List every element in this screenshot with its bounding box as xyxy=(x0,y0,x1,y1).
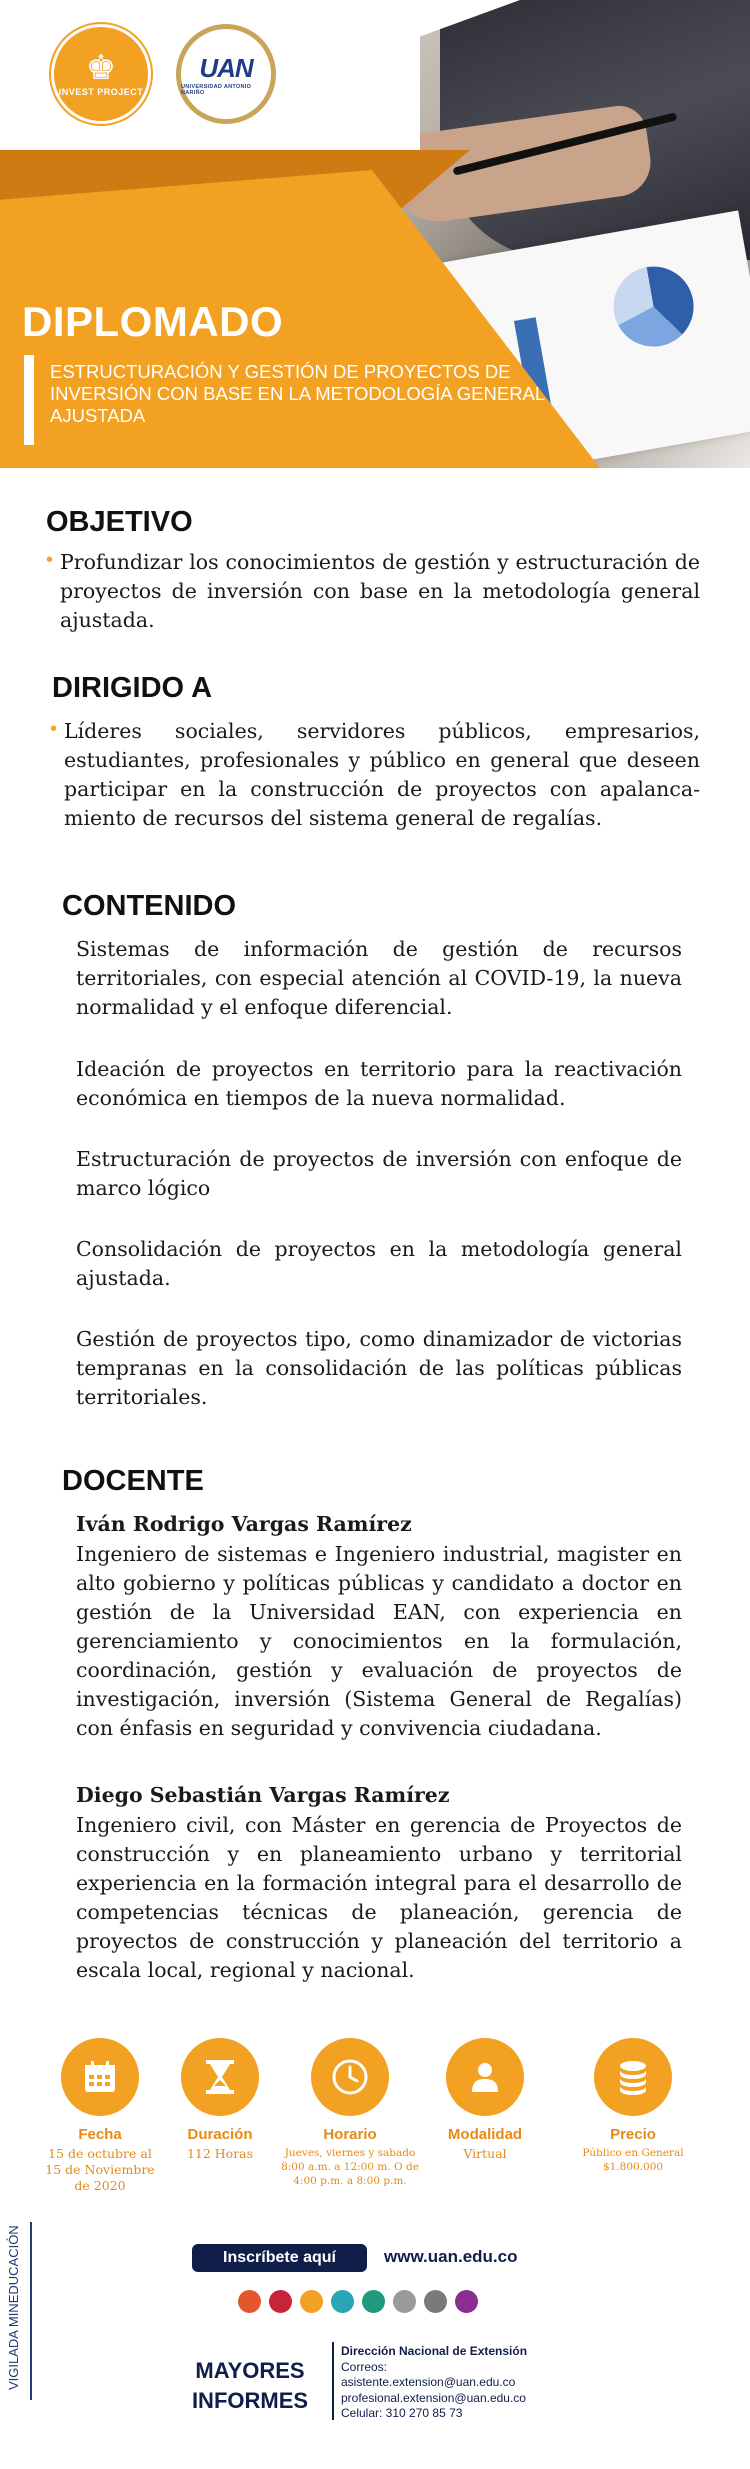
chess-king-icon: ♚ xyxy=(85,49,117,87)
contenido-item: Ideación de proyectos en territorio para la reactivación económica en tiempos de la nueva normalidad. xyxy=(76,1057,682,1110)
vigilada-divider xyxy=(30,2222,32,2400)
logo-uan-text: UAN xyxy=(199,52,253,83)
hero-subtitle: ESTRUCTURACIÓN Y GESTIÓN DE PROYECTOS DE INVERSIÓN CON BASE EN LA METODOLOGÍA GENERAL AJUSTADA xyxy=(50,361,545,426)
contact-block xyxy=(341,2344,527,2422)
coins-icon xyxy=(594,2038,672,2116)
contenido-item: Sistemas de información de gestión de recursos territoriales, con especial atención al COVID-19, la nueva normalidad y el enfoque diferencial. xyxy=(76,937,682,1019)
hero-title: DIPLOMADO xyxy=(22,298,284,345)
phone-number: Celular: 310 270 85 73 xyxy=(341,2406,463,2420)
uan-logo xyxy=(176,24,276,124)
info-label: Horario xyxy=(323,2126,377,2143)
info-value: Público en General $1.800.000 xyxy=(582,2147,684,2173)
info-duracion xyxy=(170,2038,270,2162)
contenido-item: Estructuración de proyectos de inversión con enfoque de marco lógico xyxy=(76,1147,682,1200)
contenido-item: Consolidación de proyectos en la metodología general ajustada. xyxy=(76,1237,682,1290)
photo-pie xyxy=(607,260,700,353)
info-value: 15 de octubre al 15 de Noviembre de 2020 xyxy=(45,2146,155,2193)
vigilada-text: VIGILADA MINEDUCACIÓN xyxy=(6,2225,21,2390)
color-dot xyxy=(238,2290,261,2313)
color-dot xyxy=(331,2290,354,2313)
contact-head: Dirección Nacional de Extensión xyxy=(341,2344,528,2358)
clock-icon xyxy=(311,2038,389,2116)
bullet-dot-icon: • xyxy=(46,549,54,571)
hero-subtitle-bar xyxy=(24,355,34,445)
contenido-item: Gestión de proyectos tipo, como dinamizador de victorias tempranas en la consolidación de las políticas públicas territoriales. xyxy=(76,1327,682,1409)
color-dot xyxy=(455,2290,478,2313)
logo-invest-text: INVEST PROJECT xyxy=(58,87,144,97)
color-dots xyxy=(238,2290,478,2313)
email-link[interactable]: asistente.extension@uan.edu.co xyxy=(341,2375,516,2389)
objetivo-text: Profundizar los conocimientos de gestión y estructuración de proyectos de inversión con base en la metodología general ajustada. xyxy=(60,550,700,632)
objetivo-bullet xyxy=(46,548,700,635)
info-fecha xyxy=(40,2038,160,2194)
mayores-informes-heading: MAYORES INFORMES xyxy=(191,2358,309,2413)
inscribete-button[interactable]: Inscríbete aquí xyxy=(192,2244,367,2272)
color-dot xyxy=(424,2290,447,2313)
info-label: Duración xyxy=(187,2126,253,2143)
objetivo-title: OBJETIVO xyxy=(46,506,193,538)
info-value: Jueves, viernes y sabado 8:00 a.m. a 12:00 m. O de 4:00 p.m. a 8:00 p.m. xyxy=(281,2147,419,2187)
docente-title: DOCENTE xyxy=(62,1465,204,1497)
info-label: Precio xyxy=(610,2126,656,2143)
hourglass-icon xyxy=(181,2038,259,2116)
invest-project-logo xyxy=(51,24,151,124)
color-dot xyxy=(269,2290,292,2313)
dirigido-title: DIRIGIDO A xyxy=(52,672,213,704)
info-horario xyxy=(265,2038,435,2188)
website-link[interactable]: www.uan.edu.co xyxy=(384,2247,518,2266)
docente-name: Diego Sebastián Vargas Ramírez xyxy=(76,1783,450,1807)
docente-bio: Ingeniero civil, con Máster en gerencia de Proyectos de construcción y en planeamiento urbano y territorial experiencia en la formación integral para el desarrollo de competencias técnicas de planeación, gerencia de proyectos de construcción y planeación del territorio a escala local, regional y nacional. xyxy=(76,1813,682,1982)
info-precio xyxy=(568,2038,698,2174)
docente-bio: Ingeniero de sistemas e Ingeniero industrial, magister en alto gobierno y políticas públicas y candidato a doctor en gestión de la Universidad EAN, con experiencia en gerenciamiento y conocimientos en la formulación, coordinación, gestión y evaluación de proyectos de investigación, inversión (Sistema General de Regalías) con énfasis en seguridad y convivencia ciudadana. xyxy=(76,1542,682,1740)
info-value: 112 Horas xyxy=(186,2146,254,2161)
contenido-title: CONTENIDO xyxy=(62,890,236,922)
person-icon xyxy=(446,2038,524,2116)
info-label: Modalidad xyxy=(447,2126,523,2143)
calendar-icon xyxy=(61,2038,139,2116)
info-value: Virtual xyxy=(463,2146,507,2161)
bullet-dot-icon: • xyxy=(50,718,58,740)
contact-divider xyxy=(332,2342,334,2420)
dirigido-text: Líderes sociales, servidores públicos, empresarios, estudiantes, profesionales y público en general que deseen participar en la construcción de proyectos con apalanca-miento de recursos del sistema general de regalías. xyxy=(64,719,700,830)
color-dot xyxy=(393,2290,416,2313)
correos-label: Correos: xyxy=(341,2359,388,2374)
color-dot xyxy=(362,2290,385,2313)
dirigido-bullet xyxy=(50,717,700,833)
email-link[interactable]: profesional.extension@uan.edu.co xyxy=(341,2390,526,2405)
info-modalidad xyxy=(435,2038,535,2162)
info-label: Fecha xyxy=(78,2126,122,2143)
docente-name: Iván Rodrigo Vargas Ramírez xyxy=(76,1512,412,1536)
color-dot xyxy=(300,2290,323,2313)
logo-uan-subtext: UNIVERSIDAD ANTONIO NARIÑO xyxy=(181,83,252,96)
hero-banner xyxy=(0,0,750,468)
